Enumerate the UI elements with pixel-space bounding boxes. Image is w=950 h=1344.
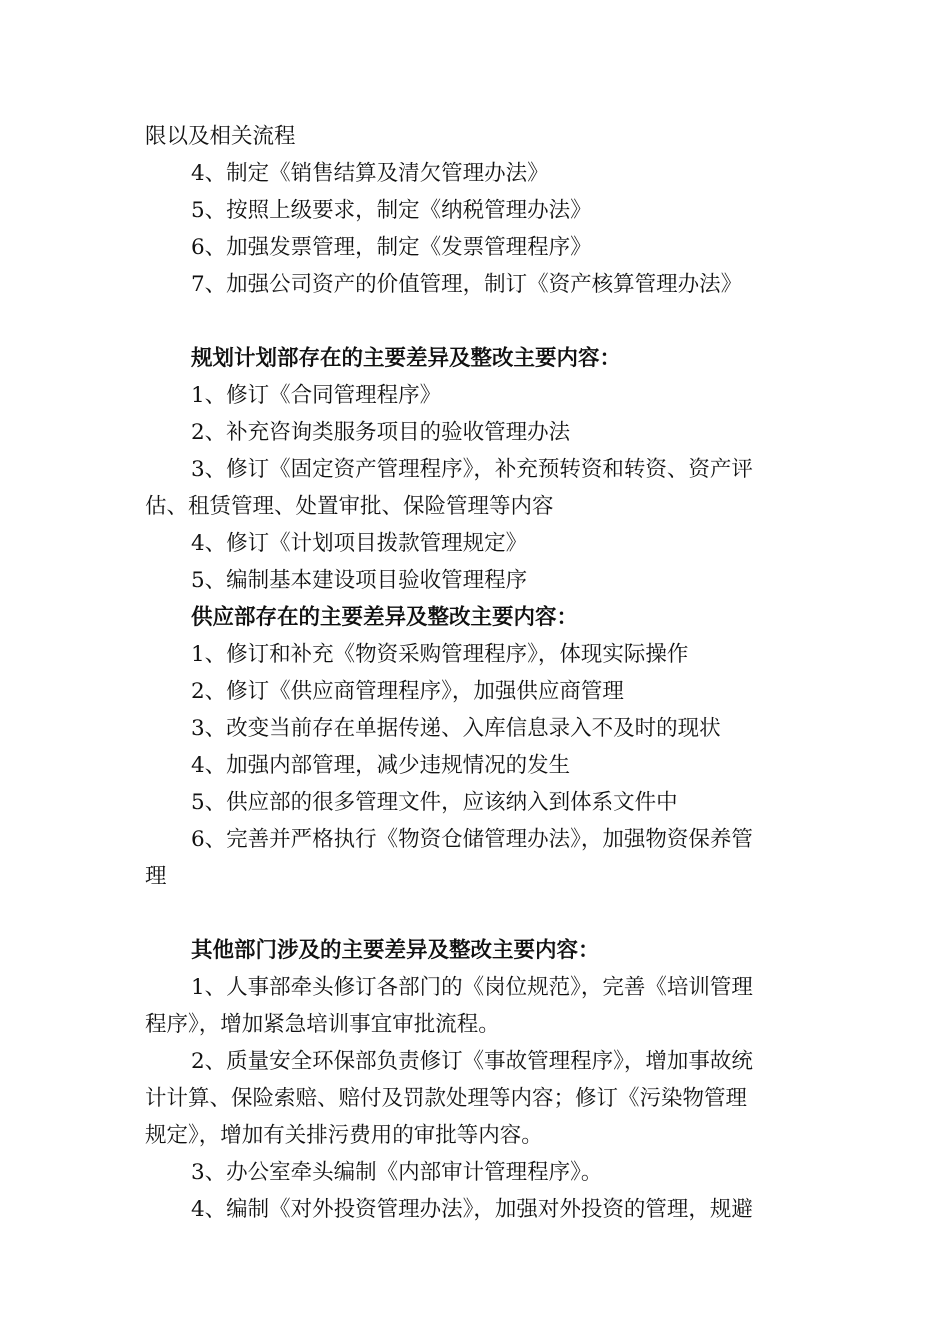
list-item-continuation: 估、租赁管理、处置审批、保险管理等内容 [145,494,554,519]
list-item: 5、编制基本建设项目验收管理程序 [191,568,528,593]
list-item: 1、修订和补充《物资采购管理程序》，体现实际操作 [191,642,689,667]
document-page [145,118,813,1228]
section-heading-supply: 供应部存在的主要差异及整改主要内容： [191,605,579,630]
list-item: 2、补充咨询类服务项目的验收管理办法 [191,420,571,445]
paragraph-line: 限以及相关流程 [145,124,296,149]
blank-line [145,303,813,340]
list-item: 5、按照上级要求，制定《纳税管理办法》 [191,198,592,223]
section-heading-planning: 规划计划部存在的主要差异及整改主要内容： [191,346,622,371]
list-item: 7、加强公司资产的价值管理，制订《资产核算管理办法》 [191,272,743,297]
list-item: 5、供应部的很多管理文件，应该纳入到体系文件中 [191,790,678,815]
list-item-continuation: 规定》，增加有关排污费用的审批等内容。 [145,1123,543,1148]
list-item: 2、修订《供应商管理程序》，加强供应商管理 [191,679,624,704]
list-item: 3、改变当前存在单据传递、入库信息录入不及时的现状 [191,716,721,741]
list-item: 3、修订《固定资产管理程序》，补充预转资和转资、资产评 [191,457,753,482]
list-item: 1、修订《合同管理程序》 [191,383,442,408]
list-item: 4、加强内部管理，减少违规情况的发生 [191,753,571,778]
list-item: 4、制定《销售结算及清欠管理办法》 [191,161,549,186]
list-item: 1、人事部牵头修订各部门的《岗位规范》，完善《培训管理 [191,975,753,1000]
list-item: 6、加强发票管理，制定《发票管理程序》 [191,235,592,260]
list-item-continuation: 理 [145,864,167,889]
list-item-continuation: 计计算、保险索赔、赔付及罚款处理等内容；修订《污染物管理 [145,1086,748,1111]
list-item: 2、质量安全环保部负责修订《事故管理程序》，增加事故统 [191,1049,753,1074]
section-heading-other: 其他部门涉及的主要差异及整改主要内容： [191,938,600,963]
blank-line [145,895,813,932]
list-item: 4、修订《计划项目拨款管理规定》 [191,531,528,556]
list-item: 3、办公室牵头编制《内部审计管理程序》。 [191,1160,603,1185]
list-item: 4、编制《对外投资管理办法》，加强对外投资的管理，规避 [191,1197,753,1222]
list-item-continuation: 程序》，增加紧急培训事宜审批流程。 [145,1012,500,1037]
list-item: 6、完善并严格执行《物资仓储管理办法》，加强物资保养管 [191,827,753,852]
